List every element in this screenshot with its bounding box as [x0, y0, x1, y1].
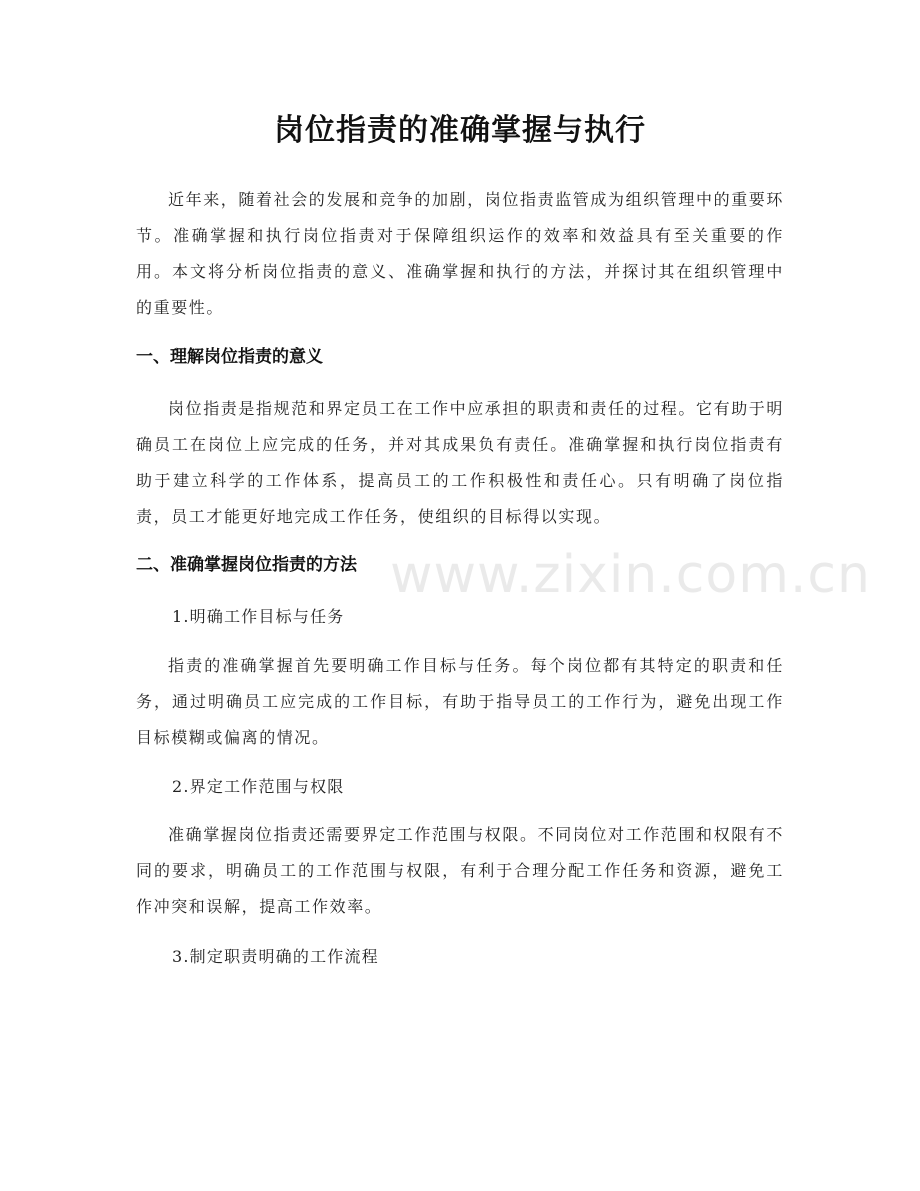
subheading-1: 1.明确工作目标与任务 [172, 607, 345, 626]
section-heading-2: 二、准确掌握岗位指责的方法 [136, 555, 357, 575]
watermark: www.zixin.com.cn [390, 545, 871, 605]
section-heading-1: 一、理解岗位指责的意义 [136, 347, 323, 367]
subsection-2-paragraph: 准确掌握岗位指责还需要界定工作范围与权限。不同岗位对工作范围和权限有不同的要求，明确员工的工作范围与权限，有利于合理分配工作任务和资源，避免工作冲突和误解，提高工作效率。 [136, 825, 785, 916]
section-1-paragraph: 岗位指责是指规范和界定员工在工作中应承担的职责和责任的过程。它有助于明确员工在岗位上应完成的任务，并对其成果负有责任。准确掌握和执行岗位指责有助于建立科学的工作体系，提高员工的工作积极性和责任心。只有明确了岗位指责，员工才能更好地完成工作任务，使组织的目标得以实现。 [136, 399, 785, 526]
intro-paragraph: 近年来，随着社会的发展和竞争的加剧，岗位指责监管成为组织管理中的重要环节。准确掌握和执行岗位指责对于保障组织运作的效率和效益具有至关重要的作用。本文将分析岗位指责的意义、准确掌握和执行的方法，并探讨其在组织管理中的重要性。 [136, 190, 785, 317]
subsection-1-paragraph: 指责的准确掌握首先要明确工作目标与任务。每个岗位都有其特定的职责和任务，通过明确员工应完成的工作目标，有助于指导员工的工作行为，避免出现工作目标模糊或偏离的情况。 [136, 656, 784, 747]
subheading-2: 2.界定工作范围与权限 [172, 777, 345, 796]
subheading-3: 3.制定职责明确的工作流程 [172, 947, 379, 966]
page-title: 岗位指责的准确掌握与执行 [274, 113, 646, 148]
